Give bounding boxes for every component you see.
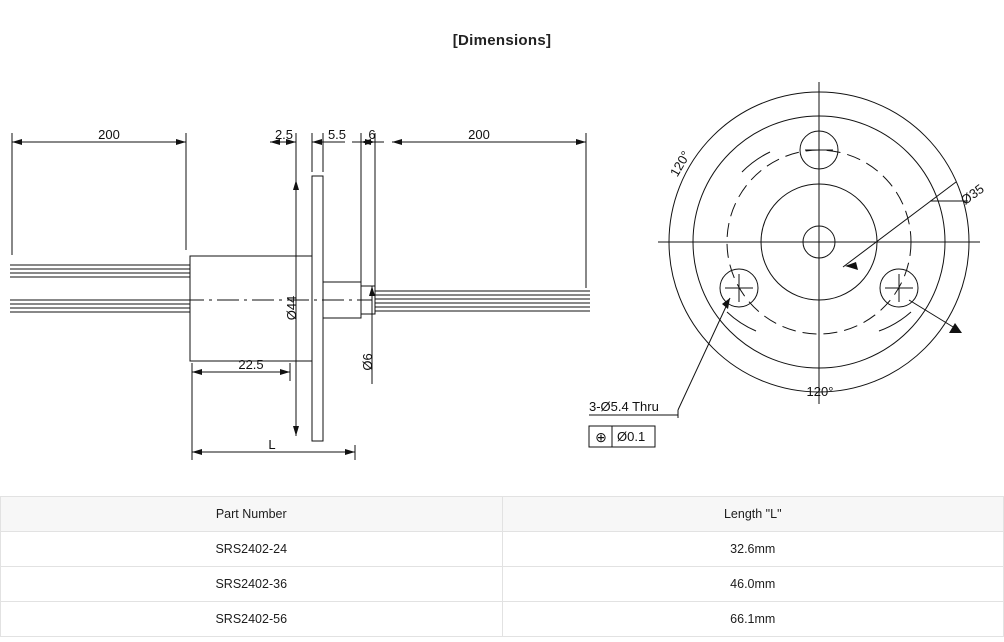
label-left-lead: 200 <box>98 127 120 142</box>
column-header-length: Length "L" <box>502 497 1004 532</box>
dim-6 <box>352 133 384 286</box>
part-number-table <box>0 496 1004 637</box>
cell-part-number: SRS2402-36 <box>1 567 503 602</box>
cell-length: 46.0mm <box>502 567 1004 602</box>
left-cable-bundle <box>10 265 190 312</box>
table-row <box>1 602 1004 637</box>
label-tolerance-value: Ø0.1 <box>617 429 646 444</box>
leader-hole-right <box>909 300 962 333</box>
dim-right-lead <box>392 133 586 288</box>
table-header-row <box>1 497 1004 532</box>
flange-outline <box>312 176 323 441</box>
label-6: 6 <box>368 127 376 142</box>
label-shaft-diameter: Ø6 <box>360 353 375 371</box>
column-header-part-number: Part Number <box>1 497 503 532</box>
label-angle-top: 120° <box>666 148 694 180</box>
label-angle-bottom: 120° <box>806 384 834 399</box>
label-22p5: 22.5 <box>238 357 264 372</box>
label-5p5: 5.5 <box>327 127 347 142</box>
page-title: [Dimensions] <box>452 32 552 49</box>
front-view <box>589 82 980 447</box>
cell-part-number: SRS2402-56 <box>1 602 503 637</box>
dim-left-lead <box>12 133 186 255</box>
label-right-lead: 200 <box>468 127 490 142</box>
label-2p5: 2.5 <box>274 127 294 142</box>
leader-d35 <box>843 182 968 270</box>
table-row <box>1 532 1004 567</box>
cell-part-number: SRS2402-24 <box>1 532 503 567</box>
label-body-diameter: Ø44 <box>284 295 299 321</box>
table-row <box>1 567 1004 602</box>
right-cable-bundle <box>375 291 590 311</box>
label-bolt-circle: Ø35 <box>958 181 987 208</box>
label-overall-length: L <box>268 437 276 452</box>
front-center-lines <box>658 82 980 404</box>
cell-length: 32.6mm <box>502 532 1004 567</box>
cell-length: 66.1mm <box>502 602 1004 637</box>
label-tolerance-symbol: ⊕ <box>595 429 607 445</box>
label-hole-note: 3-Ø5.4 Thru <box>589 399 659 414</box>
